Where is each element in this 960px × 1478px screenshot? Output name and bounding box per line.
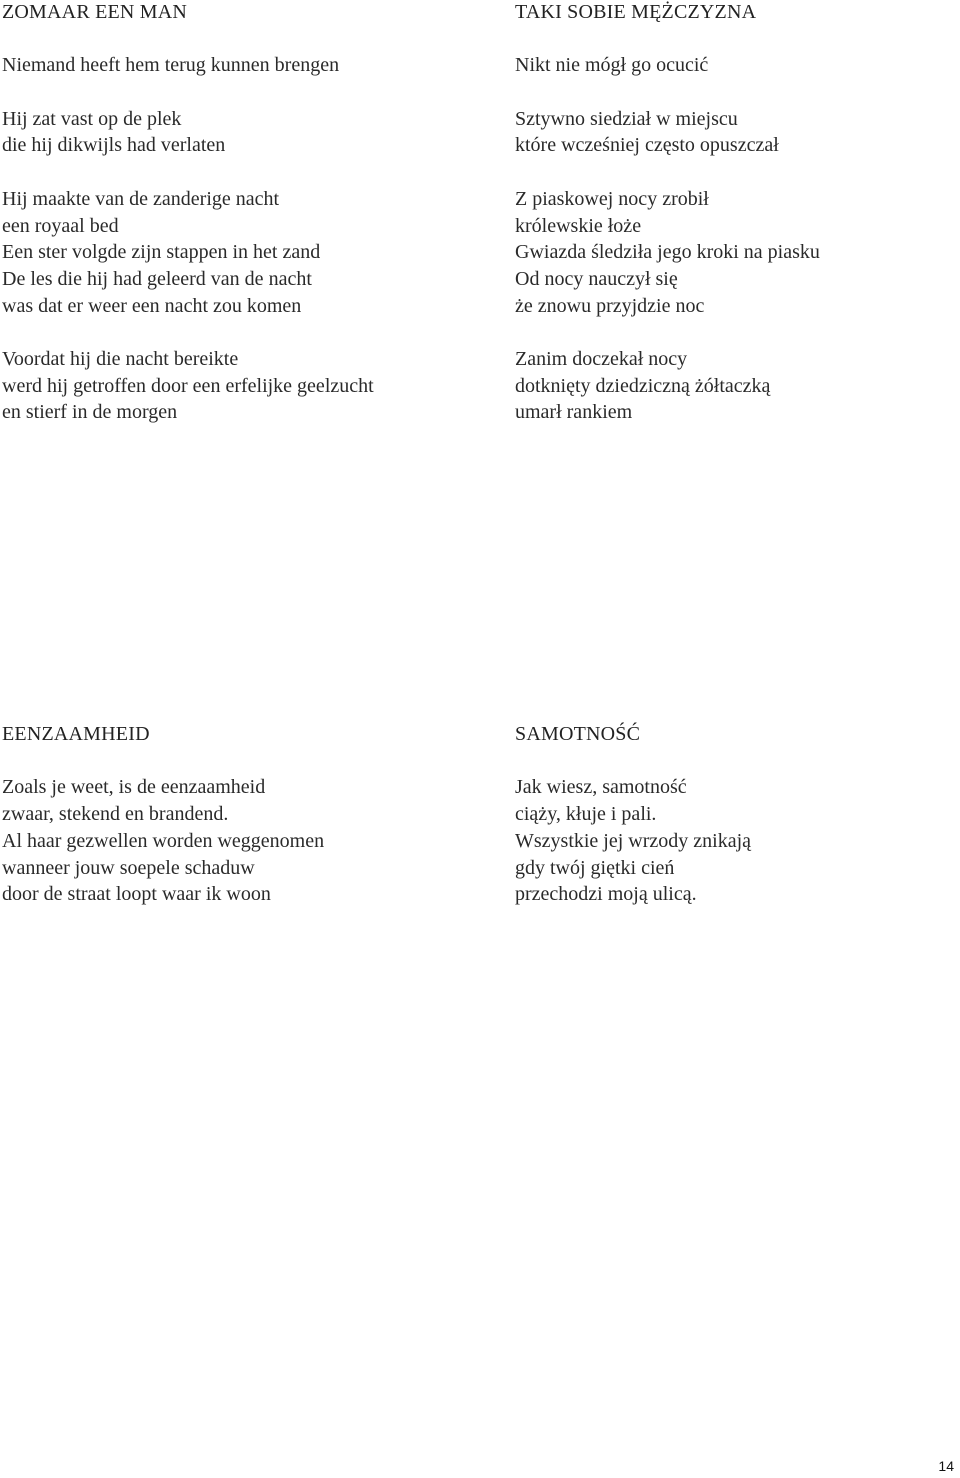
verse-line: Een ster volgde zijn stappen in het zand — [2, 241, 321, 264]
verse-line: die hij dikwijls had verlaten — [2, 134, 226, 157]
poem-title: ZOMAAR EEN MAN — [2, 1, 188, 23]
verse-line: ciąży, kłuje i pali. — [515, 803, 657, 826]
stanza — [515, 106, 955, 159]
verse-line: Zoals je weet, is de eenzaamheid — [2, 776, 266, 799]
verse-line: dotknięty dziedziczną żółtaczką — [515, 374, 771, 397]
stanza — [515, 52, 955, 79]
poem-title: SAMOTNOŚĆ — [515, 723, 641, 745]
stanza — [515, 186, 955, 320]
verse-line: Niemand heeft hem terug kunnen brengen — [2, 54, 340, 77]
page-number: 14 — [938, 1458, 954, 1474]
poem-eenzaamheid — [2, 721, 442, 935]
poem-taki-sobie-mezczyzna — [515, 0, 955, 453]
verse-line: królewskie łoże — [515, 214, 642, 237]
verse-line: przechodzi moją ulicą. — [515, 883, 697, 906]
stanza — [2, 186, 442, 320]
verse-line: wanneer jouw soepele schaduw — [2, 856, 255, 879]
verse-line: że znowu przyjdzie noc — [515, 294, 705, 317]
verse-line: een royaal bed — [2, 214, 119, 237]
verse-line: które wcześniej często opuszczał — [515, 134, 779, 157]
verse-line: Hij zat vast op de plek — [2, 107, 182, 130]
verse-line: Jak wiesz, samotność — [515, 776, 687, 799]
stanza — [2, 106, 442, 159]
poem-samotnosc — [515, 721, 955, 935]
verse-line: Al haar gezwellen worden weggenomen — [2, 829, 325, 852]
verse-line: was dat er weer een nacht zou komen — [2, 294, 302, 317]
verse-line: Nikt nie mógł go ocucić — [515, 54, 709, 77]
verse-line: Zanim doczekał nocy — [515, 348, 688, 371]
verse-line: Gwiazda śledziła jego kroki na piasku — [515, 241, 820, 264]
stanza — [515, 346, 955, 426]
poem-zomaar-een-man — [2, 0, 442, 453]
poem-title: TAKI SOBIE MĘŻCZYZNA — [515, 1, 757, 23]
stanza — [2, 52, 442, 79]
verse-line: De les die hij had geleerd van de nacht — [2, 267, 312, 290]
poem-title: EENZAAMHEID — [2, 723, 150, 745]
verse-line: Hij maakte van de zanderige nacht — [2, 187, 280, 210]
verse-line: Od nocy nauczył się — [515, 267, 678, 290]
verse-line: Voordat hij die nacht bereikte — [2, 348, 239, 371]
verse-line: gdy twój giętki cień — [515, 856, 675, 879]
stanza — [515, 774, 955, 908]
stanza — [2, 774, 442, 908]
verse-line: werd hij getroffen door een erfelijke geelzucht — [2, 374, 374, 397]
verse-line: umarł rankiem — [515, 401, 633, 424]
verse-line: Wszystkie jej wrzody znikają — [515, 829, 752, 852]
verse-line: zwaar, stekend en brandend. — [2, 803, 229, 826]
verse-line: en stierf in de morgen — [2, 401, 178, 424]
verse-line: Z piaskowej nocy zrobił — [515, 187, 709, 210]
verse-line: door de straat loopt waar ik woon — [2, 883, 271, 906]
stanza — [2, 346, 442, 426]
verse-line: Sztywno siedział w miejscu — [515, 107, 738, 130]
